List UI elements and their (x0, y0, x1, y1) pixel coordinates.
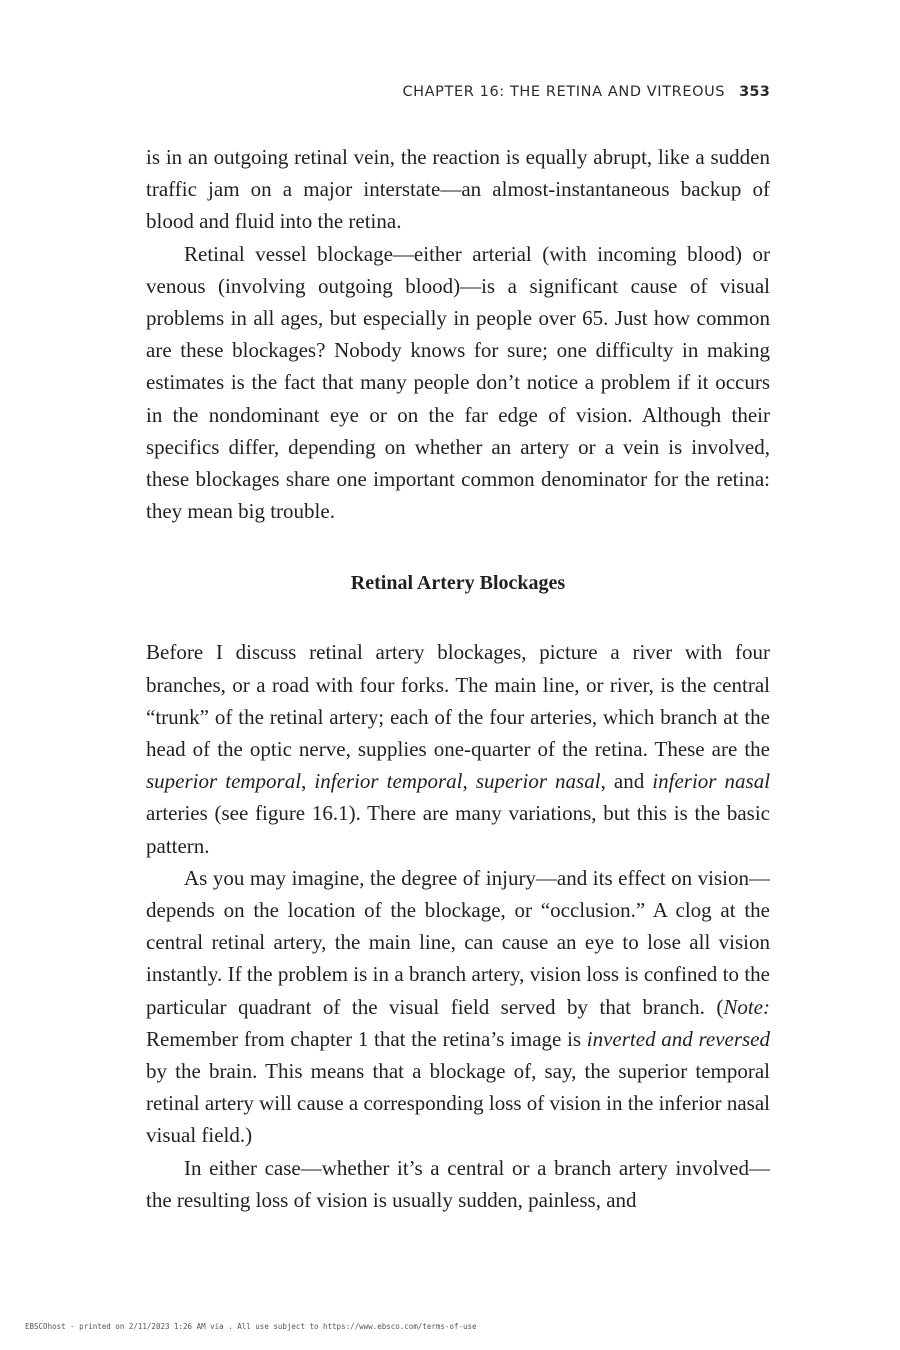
paragraph-5: In either case—whether it’s a central or a branch artery involved—the resulting loss of vision is usually sudden, painless, and (146, 1155, 770, 1212)
term-inferior-nasal: inferior nasal (652, 769, 771, 794)
running-head (146, 84, 770, 100)
paragraph-1: is in an outgoing retinal vein, the reaction is equally abrupt, like a sudden traffic jam on a major interstate—an almost-instantaneous backup of blood and fluid into the retina. (146, 145, 770, 234)
page-number: 353 (739, 84, 770, 100)
p3-text-a: Before I discuss retinal artery blockages, picture a river with four branches, or a road with four forks. The main line, or river, is the central “trunk” of the retinal artery; each of the four arteries, which branch at the head of the optic nerve, supplies one-quarter of the retina. These are the (146, 640, 770, 762)
term-superior-temporal: superior temporal (146, 769, 302, 794)
term-inferior-temporal: inferior temporal (314, 769, 463, 794)
p4-text-a: As you may imagine, the degree of injury—and its effect on vision—depends on the location of the blockage, or “occlusion.” A clog at the central retinal artery, the main line, can cause an eye to lose all vision instantly. If the problem is in a branch artery, vision loss is confined to the particular quadrant of the visual field served by that branch. ( (146, 865, 770, 1019)
p3-text-c: , (301, 769, 315, 794)
note-label: Note: (723, 994, 770, 1019)
section-heading: Retinal Artery Blockages (350, 572, 566, 595)
term-inverted-reversed: inverted and reversed (586, 1026, 770, 1051)
p3-text-i: arteries (see figure 16.1). There are many variations, but this is the basic pattern. (146, 801, 770, 858)
paragraph-3 (146, 636, 770, 861)
p4-text-c: Remember from chapter 1 that the retina’s image is (146, 1026, 587, 1051)
p3-text-g: , and (600, 769, 653, 794)
chapter-title: CHAPTER 16: THE RETINA AND VITREOUS (402, 84, 726, 100)
body-text (146, 141, 770, 1216)
term-superior-nasal: superior nasal (475, 769, 601, 794)
p4-text-e: by the brain. This means that a blockage of, say, the superior temporal retinal artery will cause a corresponding loss of vision in the inferior nasal visual field.) (146, 1059, 770, 1148)
print-footer: EBSCOhost - printed on 2/11/2023 1:26 AM via . All use subject to https://www.ebsco.com/terms-of-use (25, 1322, 477, 1331)
paragraph-2: Retinal vessel blockage—either arterial (with incoming blood) or venous (involving outgoing blood)—is a significant cause of visual problems in all ages, but especially in people over 65. Just how common are these blockages? Nobody knows for sure; one difficulty in making estimates is the fact that many people don’t notice a problem if it occurs in the nondominant eye or on the far edge of vision. Although their specifics differ, depending on whether an artery or a vein is involved, these blockages share one important common denominator for the retina: they mean big trouble. (146, 241, 770, 524)
p3-text-e: , (462, 769, 476, 794)
paragraph-4 (146, 862, 770, 1152)
